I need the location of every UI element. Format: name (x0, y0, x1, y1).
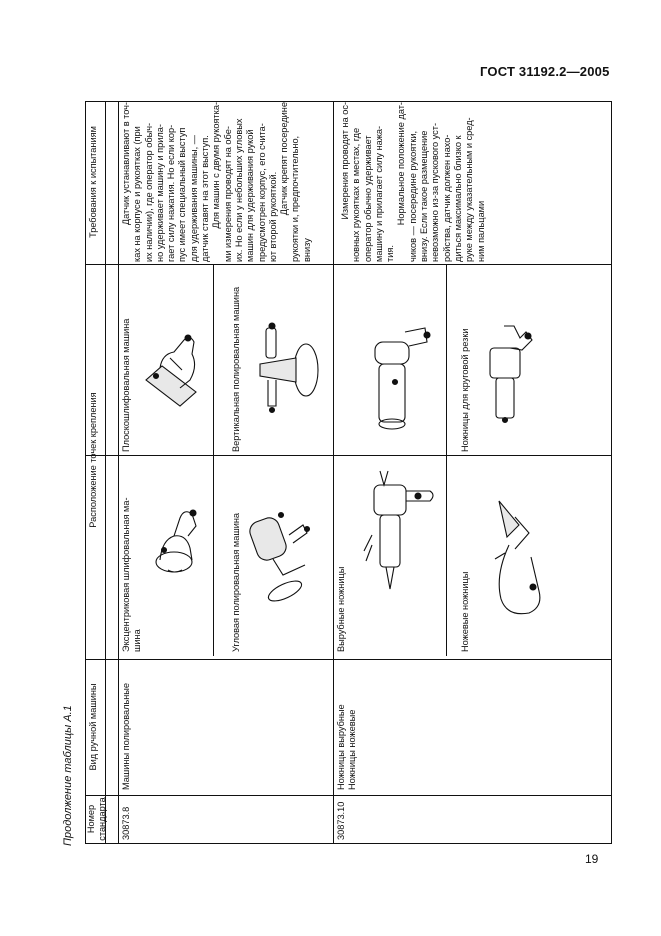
figure-label-vertical-polisher: Вертикальная полировальная машина (231, 286, 241, 452)
row1-standard-number: 30873.8 (121, 806, 131, 840)
page-number: 19 (585, 852, 599, 866)
row1-requirements: Датчик устанавливают в точ- ках на корпусе и рукоятках (при их наличии), где оператор обыч- но удерживает машину и прила- гает силу нажатия. Но если кор- пус имеет специальный выступ для удерживания машины, — датчик ставят на этот выступ. Для машин с двумя рукоятка- ми измерения проводят на обе- их. Но если у небольших угловых машин для удерживания рукой предусмотрен корпус, его счита- ют второй рукояткой. Датчик крепят посередине рукоятки и, предпочтительно, внизу (121, 102, 312, 262)
table-caption: Продолжение таблицы А.1 (62, 705, 74, 846)
figure-label-eccentric-sander: Эксцентриковая шлифовальная ма- шина (121, 497, 143, 652)
angle-polisher-icon (245, 505, 315, 615)
circular-shears-drawing (470, 320, 550, 435)
header-machine-type: Вид ручной машины (88, 683, 98, 771)
figure-label-circular-shears: Ножницы для круговой резки (460, 328, 470, 452)
row1-machine-type: Машины полировальные (121, 682, 131, 790)
row2-machine-type: Ножницы вырубные Ножницы ножевые (336, 704, 358, 790)
vertical-polisher-icon (250, 318, 325, 418)
figure-label-orbital-sander: Плоскошлифовальная машина (121, 318, 131, 452)
figure-label-knife-shears: Ножевые ножницы (460, 571, 470, 652)
circular-shears-icon (355, 320, 435, 440)
document-code: ГОСТ 31192.2—2005 (480, 64, 610, 79)
figure-label-nibbler: Вырубные ножницы (336, 566, 346, 652)
header-test-requirements: Требования к испытаниям (88, 126, 98, 238)
row2-requirements: Измерения проводят на ос- новных рукоятках в местах, где оператор обычно удерживает машину и прилагает силу нажа- тия. Нормальное положение дат- чиков — посередине рукоятки, внизу. Если такое размещение невозможно из-за пускового уст- ройства, датчик должен нахо- диться максимально близко к руке между указательным и сред- ним пальцами (340, 102, 486, 262)
header-attachment-points: Расположение точек крепления (88, 392, 98, 528)
row2-standard-number: 30873.10 (336, 801, 346, 840)
orbital-sander-icon (140, 318, 210, 413)
knife-shears-icon (485, 495, 555, 630)
figure-label-angle-polisher: Угловая полировальная машина (231, 512, 241, 652)
header-standard-number: Номер стандарта (86, 797, 108, 841)
eccentric-sander-icon (150, 500, 210, 585)
nibbler-icon (350, 465, 440, 595)
